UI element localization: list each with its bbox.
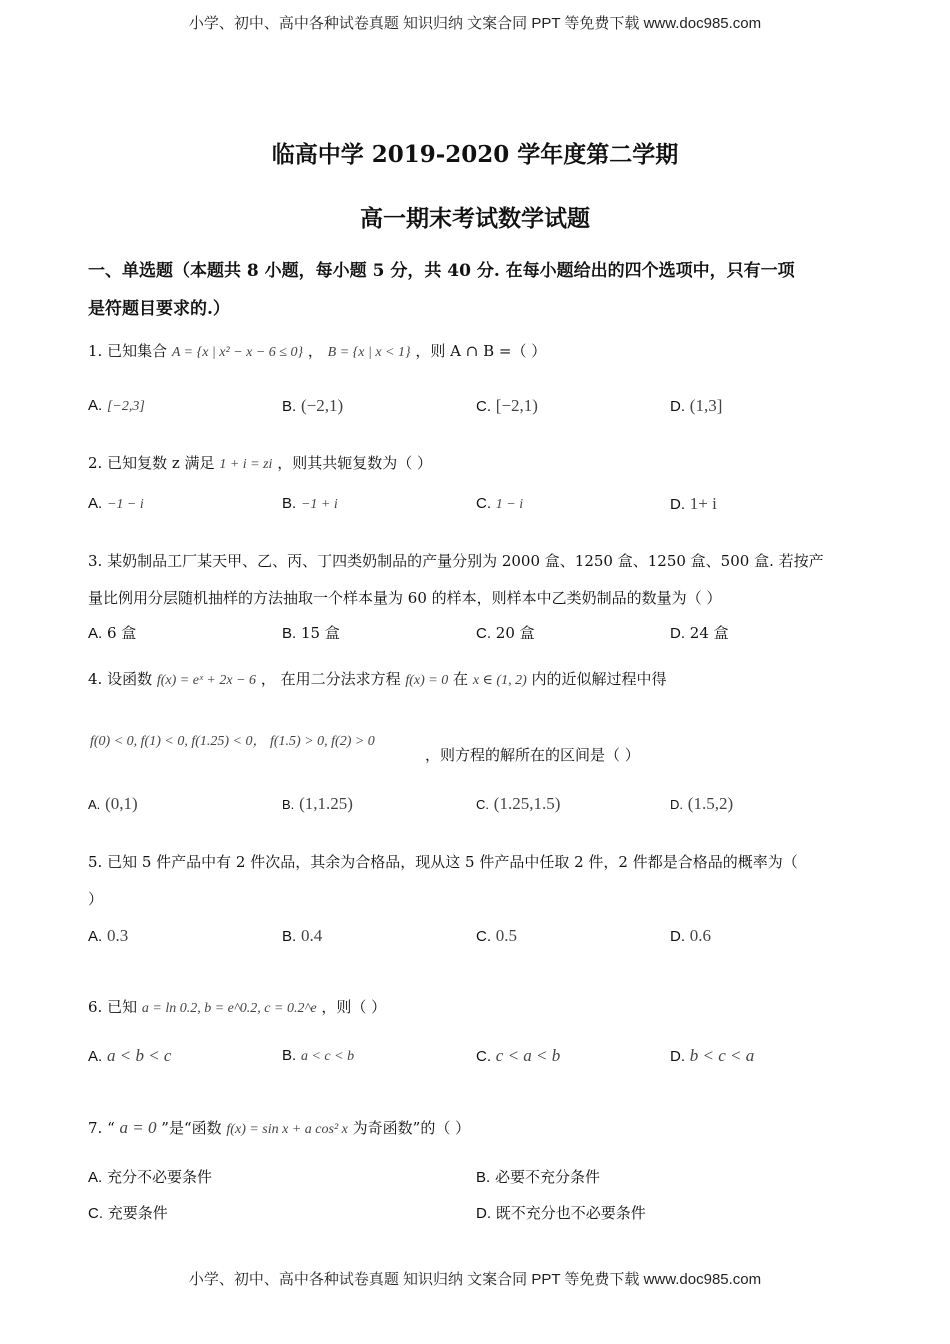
q7-option-c: C. 充要条件: [88, 1204, 168, 1222]
page-footer: 小学、初中、高中各种试卷真题 知识归纳 文案合同 PPT 等免费下载 www.doc985.com: [188, 1271, 762, 1288]
q6-option-b: B. a < c < b: [282, 1047, 355, 1064]
q4-option-a: A. (0,1): [88, 794, 138, 813]
q6-option-d: D. b < c < a: [670, 1046, 755, 1065]
q6-expression: a = ln 0.2, b = e^0.2, c = 0.2^e: [141, 1001, 317, 1016]
q2-option-a: A. −1 − i: [88, 495, 144, 512]
section-heading-line1: 一、单选题（本题共 8 小题，每小题 5 分，共 40 分. 在每小题给出的四个选项中，只有一项: [88, 261, 795, 281]
q6-option-a: A. a < b < c: [88, 1046, 172, 1065]
q7-option-a: A. 充分不必要条件: [88, 1168, 212, 1186]
q1-mid: ，: [307, 342, 323, 360]
q1-prefix: 1. 已知集合: [88, 342, 168, 360]
q5-option-b: B. 0.4: [282, 926, 323, 945]
q2-option-b: B. −1 + i: [282, 495, 338, 512]
question-3-line2: 量比例用分层随机抽样的方法抽取一个样本量为 60 的样本，则样本中乙类奶制品的数量为（ ）: [88, 589, 722, 607]
q4-option-c: C. (1.25,1.5): [476, 794, 561, 813]
q2-equation: 1 + i = zi: [219, 457, 273, 472]
q7-option-d: D. 既不充分也不必要条件: [476, 1204, 646, 1222]
question-6: [88, 996, 386, 1017]
q3-option-a: A. 6 盒: [88, 624, 137, 642]
q7-option-b: B. 必要不充分条件: [476, 1168, 600, 1186]
question-3-line1: 3. 某奶制品工厂某天甲、乙、丙、丁四类奶制品的产量分别为 2000 盒、1250 盒、1250 盒、500 盒. 若按产: [88, 552, 824, 570]
exam-title-line1: 临高中学 2019-2020 学年度第二学期: [271, 141, 679, 168]
q5-option-c: C. 0.5: [476, 926, 518, 945]
q7-condition: a = 0: [119, 1118, 157, 1137]
q4-option-d: D. (1.5,2): [670, 794, 734, 813]
question-7: [88, 1117, 470, 1138]
q3-option-d: D. 24 盒: [670, 624, 729, 642]
q4-mid1: ， 在用二分法求方程: [260, 670, 401, 688]
q2-prefix: 2. 已知复数 z 满足: [88, 454, 215, 472]
page-header: 小学、初中、高中各种试卷真题 知识归纳 文案合同 PPT 等免费下载 www.doc985.com: [188, 15, 762, 32]
q4-equation: f(x) = 0: [405, 673, 449, 688]
q4-post: 内的近似解过程中得: [531, 670, 667, 688]
q5-option-d: D. 0.6: [670, 926, 712, 945]
q1-post: ，则 A ∩ B =（ ）: [415, 342, 547, 360]
q6-option-c: C. c < a < b: [476, 1046, 561, 1065]
q2-option-c: C. 1 − i: [476, 495, 524, 512]
q4-function: f(x) = eˣ + 2x − 6: [156, 673, 257, 688]
q1-set-b: B = {x | x < 1}: [327, 345, 411, 360]
q7-prefix: 7. “: [88, 1119, 115, 1137]
question-1: [88, 340, 546, 361]
question-4-line1: [88, 668, 667, 689]
q4-prefix: 4. 设函数: [88, 670, 153, 688]
q4-option-b: B. (1,1.25): [282, 794, 353, 813]
q2-post: ，则其共轭复数为（ ）: [277, 454, 432, 472]
q1-option-b: B. (−2,1): [282, 396, 344, 415]
q3-option-b: B. 15 盒: [282, 624, 340, 642]
q1-set-a: A = {x | x² − x − 6 ≤ 0}: [171, 345, 304, 360]
exam-title-line2: 高一期末考试数学试题: [360, 205, 590, 232]
section-heading-line2: 是符题目要求的.）: [88, 299, 230, 319]
q4-values: f(0) < 0, f(1) < 0, f(1.25) < 0， f(1.5) > 0, f(2) > 0: [90, 734, 375, 749]
q1-option-c: C. [−2,1): [476, 396, 538, 415]
q6-post: ，则（ ）: [321, 998, 387, 1016]
q3-option-c: C. 20 盒: [476, 624, 535, 642]
question-5-line2: ）: [88, 890, 104, 908]
q7-function: f(x) = sin x + a cos² x: [226, 1122, 348, 1137]
question-5-line1: 5. 已知 5 件产品中有 2 件次品，其余为合格品，现从这 5 件产品中任取 2 件，2 件都是合格品的概率为（: [88, 853, 798, 871]
q4-question-tail: ，则方程的解所在的区间是（ ）: [425, 746, 640, 764]
q4-interval: x ∈ (1, 2): [472, 673, 527, 688]
q5-option-a: A. 0.3: [88, 926, 129, 945]
q7-mid: ”是“函数: [161, 1119, 222, 1137]
q6-prefix: 6. 已知: [88, 998, 138, 1016]
q7-post: 为奇函数”的（ ）: [352, 1119, 471, 1137]
q4-mid2: 在: [453, 670, 469, 688]
q1-option-a: A. [−2,3]: [88, 397, 145, 414]
question-2: [88, 452, 432, 473]
q1-option-d: D. (1,3]: [670, 396, 723, 415]
q2-option-d: D. 1+ i: [670, 494, 717, 513]
